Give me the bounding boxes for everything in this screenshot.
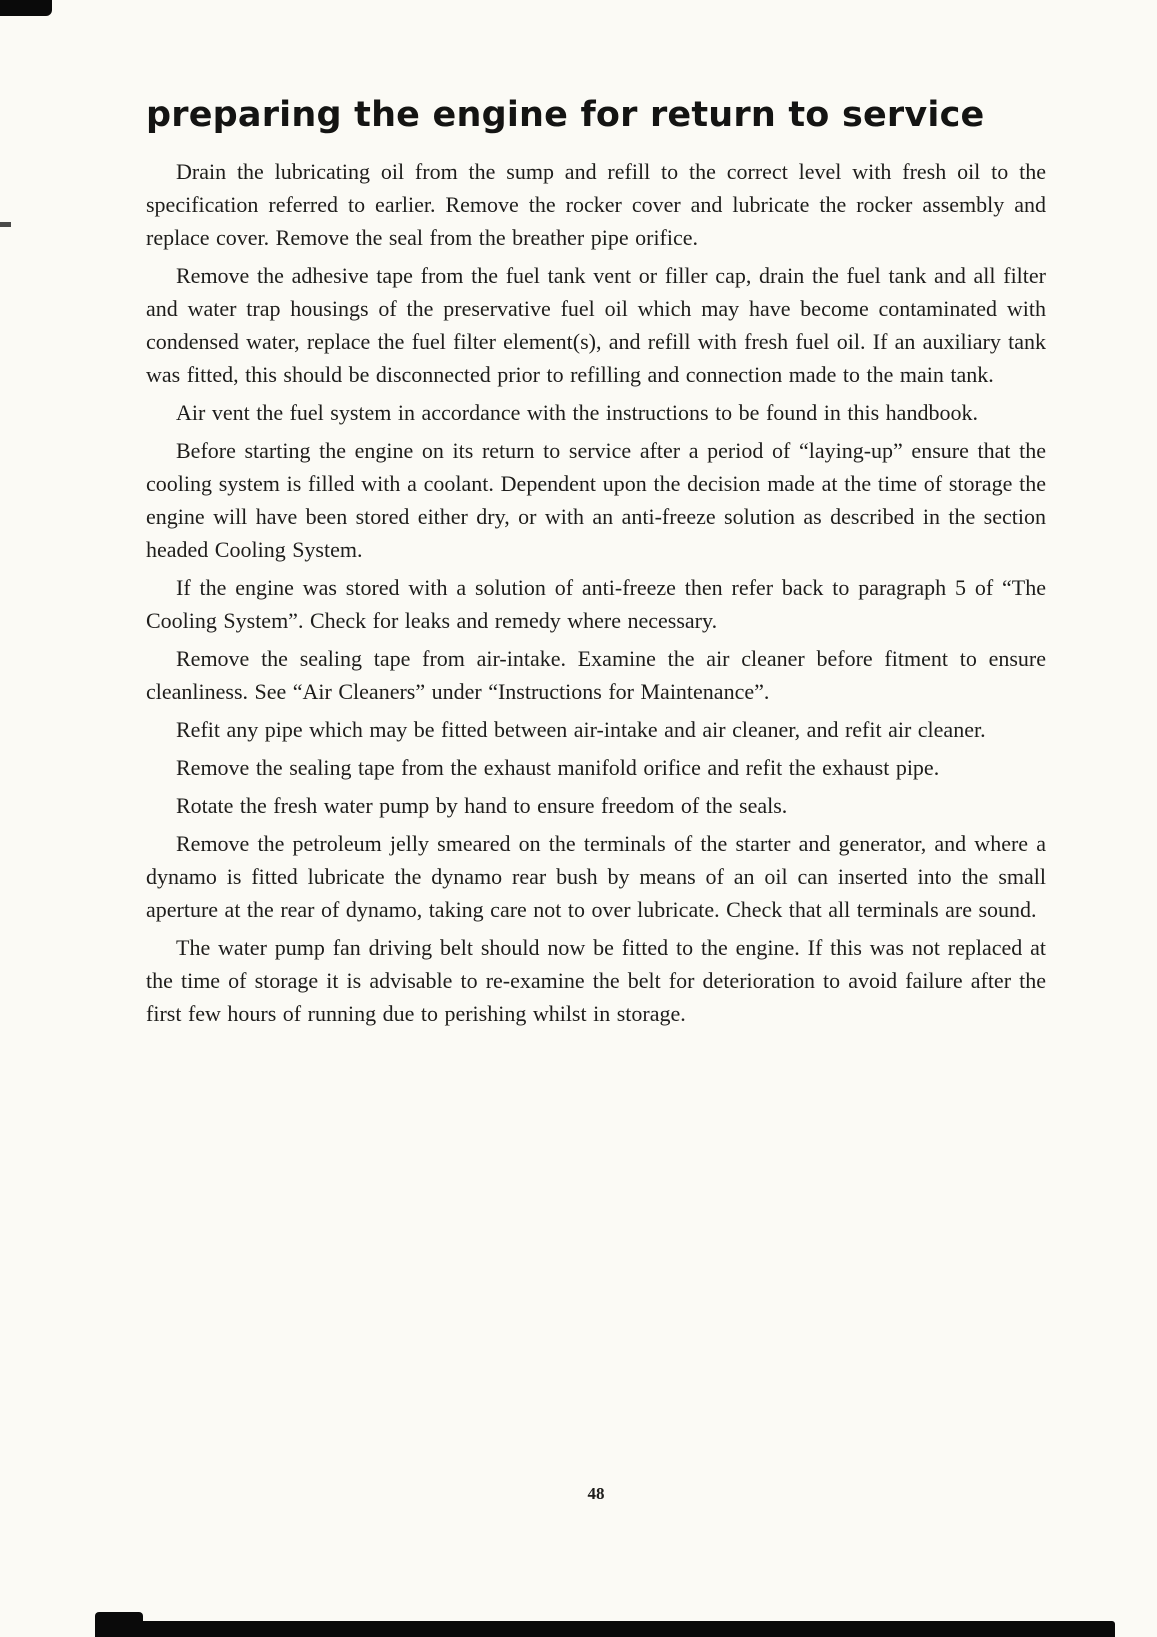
- paragraph: Remove the sealing tape from air-intake. Examine the air cleaner before fitment to ensure cleanliness. See “Air Cleaners” under “Instructions for Maintenance”.: [146, 645, 1046, 704]
- paragraph: Before starting the engine on its return to service after a period of “laying-up” ensure that the cooling system is filled with a coolant. Dependent upon the decision made at the time of storage the engine will have been stored either dry, or with an anti-freeze solution as described in the section headed Cooling System.: [146, 437, 1046, 562]
- paragraph: Remove the adhesive tape from the fuel tank vent or filler cap, drain the fuel tank and all filter and water trap housings of the preservative fuel oil which may have become contaminated with condensed water, replace the fuel filter element(s), and refill with fresh fuel oil. If an auxiliary tank was fitted, this should be disconnected prior to refilling and connection made to the main tank.: [146, 262, 1046, 387]
- paragraph: Refit any pipe which may be fitted between air-intake and air cleaner, and refit air cleaner.: [176, 716, 986, 742]
- paragraph: Rotate the fresh water pump by hand to ensure freedom of the seals.: [176, 792, 788, 818]
- paragraph: The water pump fan driving belt should now be fitted to the engine. If this was not replaced at the time of storage it is advisable to re-examine the belt for deterioration to avoid failure after the first few hours of running due to perishing whilst in storage.: [146, 934, 1046, 1026]
- body-text: [146, 155, 1046, 1030]
- scan-artifact-bottom-bar: [95, 1621, 1115, 1637]
- paragraph: Remove the petroleum jelly smeared on the terminals of the starter and generator, and where a dynamo is fitted lubricate the dynamo rear bush by means of an oil can inserted into the small aperture at the rear of dynamo, taking care not to over lubricate. Check that all terminals are sound.: [146, 830, 1046, 922]
- paragraph: Remove the sealing tape from the exhaust manifold orifice and refit the exhaust pipe.: [176, 754, 940, 780]
- scan-artifact-top-left: [0, 0, 52, 16]
- paragraph: If the engine was stored with a solution of anti-freeze then refer back to paragraph 5 of “The Cooling System”. Check for leaks and remedy where necessary.: [146, 574, 1046, 633]
- paragraph: Air vent the fuel system in accordance with the instructions to be found in this handbook.: [176, 399, 978, 425]
- page-content: [146, 96, 1046, 1035]
- scan-artifact-left-dash: [0, 222, 11, 227]
- page-number: 48: [587, 1484, 605, 1503]
- page-title: preparing the engine for return to service: [146, 95, 985, 135]
- paragraph: Drain the lubricating oil from the sump and refill to the correct level with fresh oil to the specification referred to earlier. Remove the rocker cover and lubricate the rocker assembly and replace cover. Remove the seal from the breather pipe orifice.: [146, 158, 1046, 250]
